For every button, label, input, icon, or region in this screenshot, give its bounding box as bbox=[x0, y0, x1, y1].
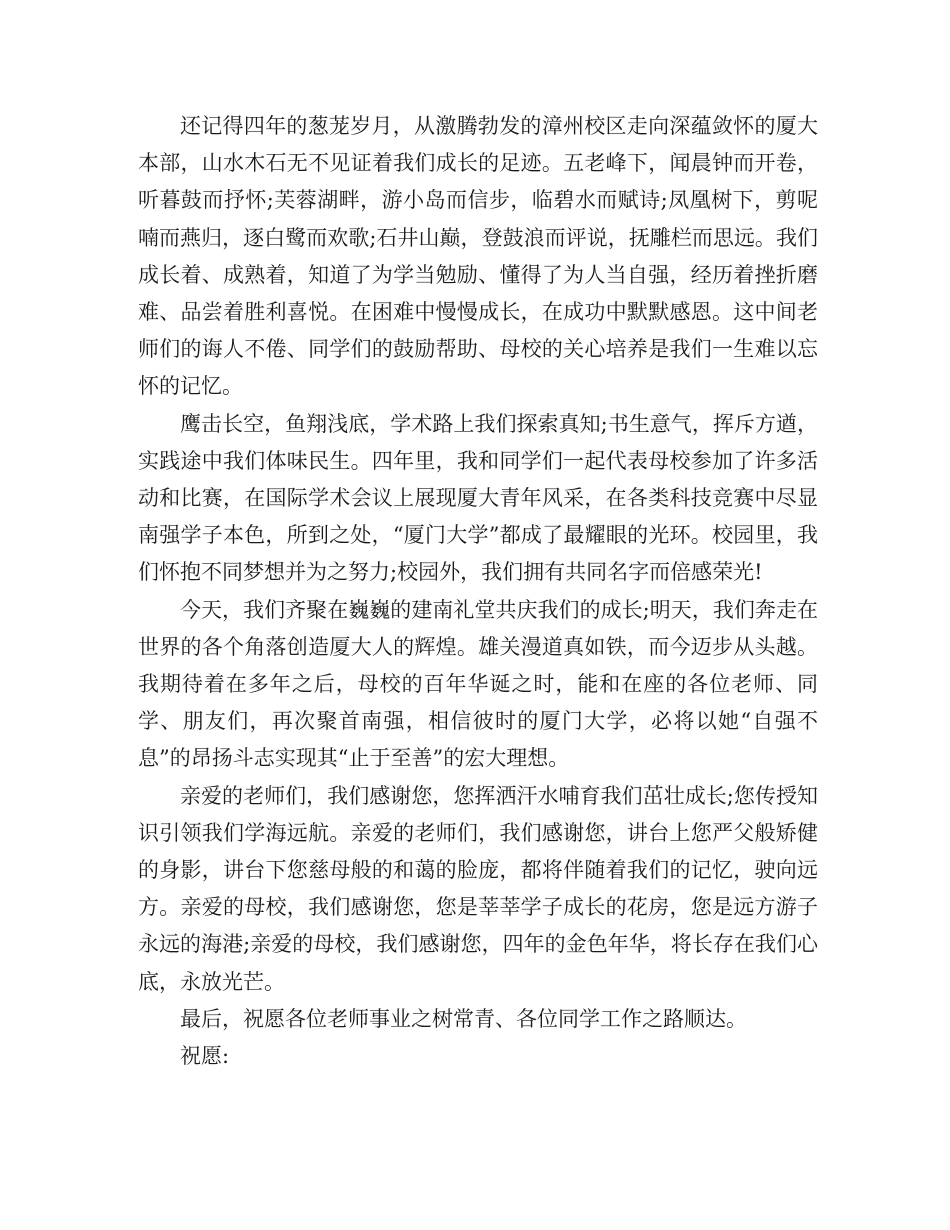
paragraph-wishes: 最后，祝愿各位老师事业之树常青、各位同学工作之路顺达。 bbox=[180, 1006, 747, 1031]
document-body bbox=[138, 108, 818, 1075]
paragraph-future: 今天，我们齐聚在巍巍的建南礼堂共庆我们的成长;明天，我们奔走在世界的各个角落创造厦大人的辉煌。雄关漫道真如铁，而今迈步从头越。我期待着在多年之后，母校的百年华诞之时，能和在座的各位老师、同学、朋友们，再次聚首南强，相信彼时的厦门大学，必将以她“自强不息”的昂扬斗志实现其“止于至善”的宏大理想。 bbox=[138, 597, 818, 771]
paragraph-gratitude: 亲爱的老师们，我们感谢您，您挥洒汗水哺育我们茁壮成长;您传授知识引领我们学海远航。亲爱的老师们，我们感谢您，讲台上您严父般矫健的身影，讲台下您慈母般的和蔼的脸庞，都将伴随着我们的记忆，驶向远方。亲爱的母校，我们感谢您，您是莘莘学子成长的花房，您是远方游子永远的海港;亲爱的母校，我们感谢您，四年的金色年华，将长存在我们心底，永放光芒。 bbox=[138, 783, 818, 994]
paragraph-achievements: 鹰击长空，鱼翔浅底，学术路上我们探索真知;书生意气，挥斥方遒，实践途中我们体味民生。四年里，我和同学们一起代表母校参加了许多活动和比赛，在国际学术会议上展现厦大青年风采，在各类科技竞赛中尽显南强学子本色，所到之处，“厦门大学”都成了最耀眼的光环。校园里，我们怀抱不同梦想并为之努力;校园外，我们拥有共同名字而倍感荣光! bbox=[138, 411, 818, 585]
paragraph-memories: 还记得四年的葱茏岁月，从激腾勃发的漳州校区走向深蕴敛怀的厦大本部，山水木石无不见证着我们成长的足迹。五老峰下，闻晨钟而开卷，听暮鼓而抒怀;芙蓉湖畔，游小岛而信步，临碧水而赋诗;凤凰树下，剪呢喃而燕归，逐白鹭而欢歌;石井山巅，登鼓浪而评说，抚雕栏而思远。我们成长着、成熟着，知道了为学当勉励、懂得了为人当自强，经历着挫折磨难、品尝着胜利喜悦。在困难中慢慢成长，在成功中默默感恩。这中间老师们的诲人不倦、同学们的鼓励帮助、母校的关心培养是我们一生难以忘怀的记忆。 bbox=[138, 114, 818, 399]
paragraph-closing: 祝愿: bbox=[180, 1044, 230, 1069]
